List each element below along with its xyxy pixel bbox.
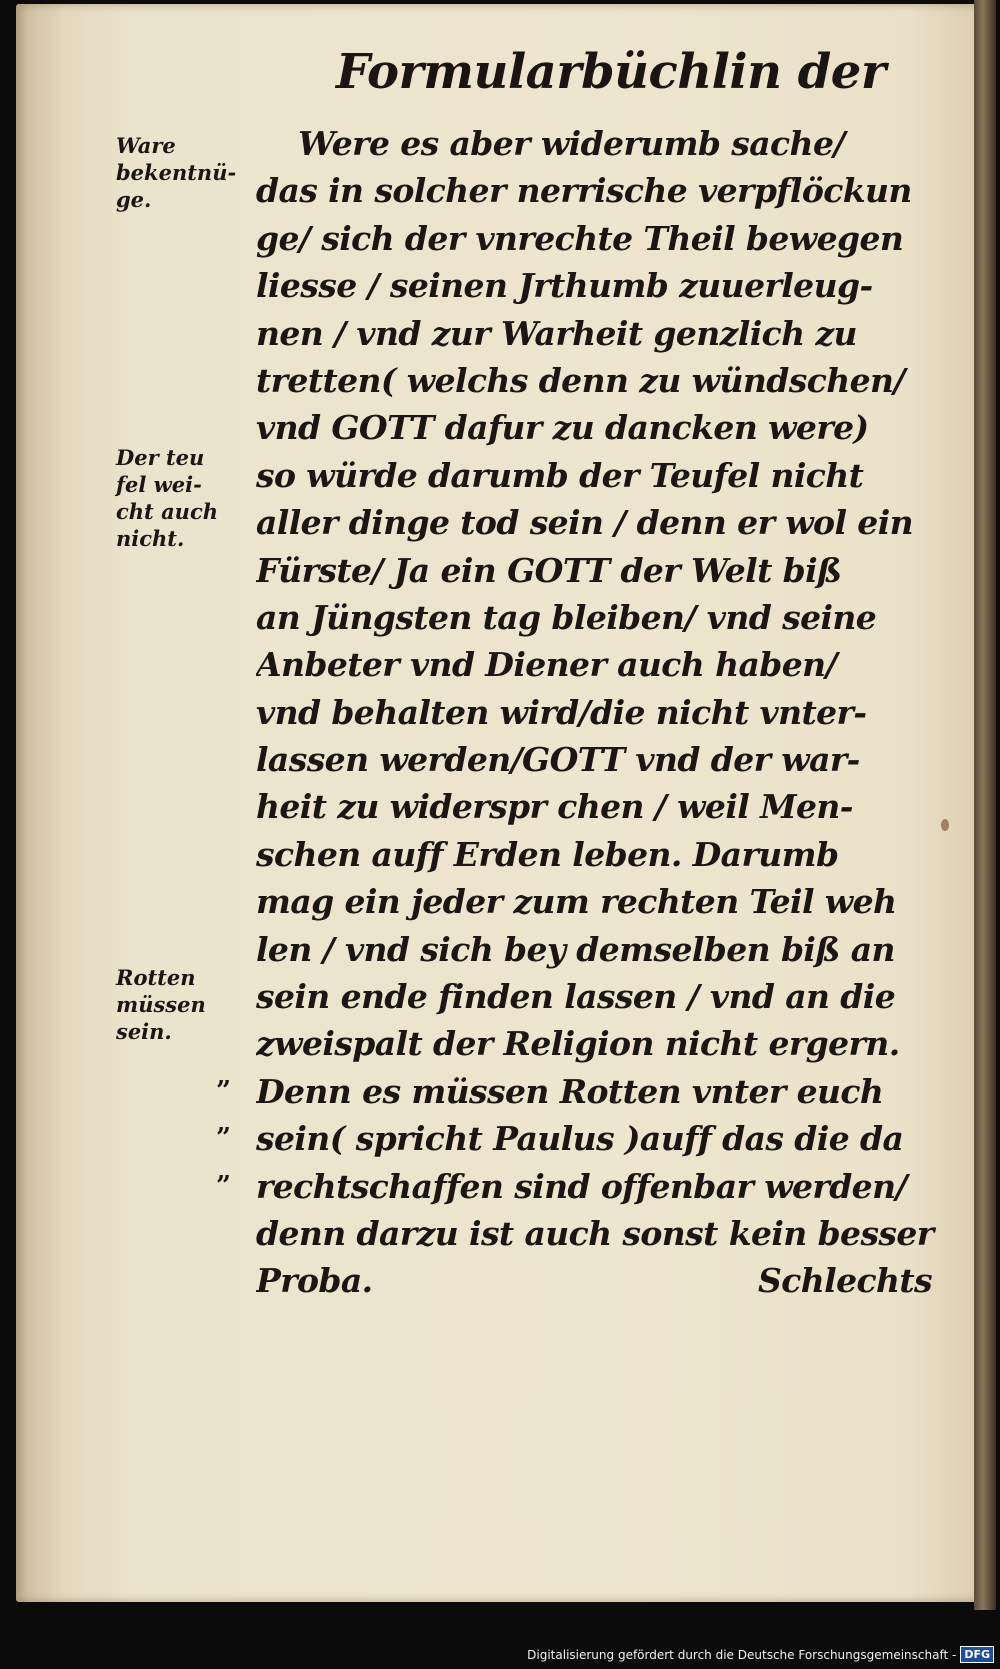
text-line: Were es aber widerumb sache/ <box>298 124 845 163</box>
body-text <box>256 120 946 1305</box>
margin-note-line: nicht. <box>116 526 185 551</box>
margin-note-line: ge. <box>116 187 152 212</box>
text-line: denn darzu ist auch sonst kein besser <box>256 1213 934 1253</box>
margin-note-1 <box>116 132 236 213</box>
text-line: mag ein jeder zum rechten Teil weh <box>256 882 897 922</box>
running-title: Formularbüchlin der <box>336 44 886 100</box>
margin-note-line: bekentnü- <box>116 160 237 185</box>
text-line-last <box>256 1257 946 1304</box>
margin-note-2 <box>116 444 236 552</box>
margin-note-line: sein. <box>116 1019 172 1044</box>
text-line: Fürste/ Ja ein GOTT der Welt biß <box>256 550 842 590</box>
text-line: aller dinge tod sein / denn er wol ein <box>256 503 914 543</box>
text-line: nen / vnd zur Warheit genzlich zu <box>256 313 857 353</box>
text-line: Denn es müssen Rotten vnter euch <box>256 1071 884 1111</box>
text-line: so würde darumb der Teufel nicht <box>256 455 864 495</box>
footer-credit-text: Digitalisierung gefördert durch die Deutsche Forschungsgemeinschaft - <box>527 1647 957 1662</box>
text-line: rechtschaffen sind offenbar werden/ <box>256 1166 907 1206</box>
text-line: sein ende finden lassen / vnd an die <box>256 977 896 1017</box>
text-line: tretten( welchs denn zu wündschen/ <box>256 360 905 400</box>
book-page <box>16 4 988 1602</box>
margin-note-line: fel wei- <box>116 472 202 497</box>
text-line: das in solcher nerrische verpflöckun <box>256 171 912 211</box>
text-line: liesse / seinen Jrthumb zuuerleug- <box>256 266 873 306</box>
margin-note-line: cht auch <box>116 499 218 524</box>
text-line: heit zu widerspr chen / weil Men- <box>256 787 853 827</box>
footer-credit <box>527 1646 994 1663</box>
margin-note-line: Ware <box>116 133 176 158</box>
last-line-text: Proba. <box>256 1261 373 1301</box>
catchword: Schlechts <box>758 1261 932 1301</box>
quote-mark: ” <box>216 1076 231 1106</box>
margin-note-line: Der teu <box>116 445 205 470</box>
text-line: lassen werden/GOTT vnd der war- <box>256 740 860 780</box>
dfg-logo-icon: DFG <box>960 1646 994 1663</box>
text-line: an Jüngsten tag bleiben/ vnd seine <box>256 597 877 637</box>
text-line: ge/ sich der vnrechte Theil bewegen <box>256 218 904 258</box>
quote-mark: ” <box>216 1123 231 1154</box>
margin-note-3 <box>116 964 236 1045</box>
text-line: vnd GOTT dafur zu dancken were) <box>256 408 869 448</box>
text-line: Anbeter vnd Diener auch haben/ <box>256 645 837 685</box>
text-line: schen auff Erden leben. Darumb <box>256 834 839 874</box>
text-line: sein( spricht Paulus )auff das die da <box>256 1119 904 1159</box>
margin-note-line: müssen <box>116 992 206 1017</box>
text-line: vnd behalten wird/die nicht vnter- <box>256 692 867 732</box>
text-line: len / vnd sich bey demselben biß an <box>256 929 895 969</box>
quotation-marks <box>216 1068 256 1210</box>
text-line: zweispalt der Religion nicht ergern. <box>256 1024 900 1064</box>
page-edge-shadow <box>974 0 996 1610</box>
quote-mark: ” <box>216 1170 231 1201</box>
margin-note-line: Rotten <box>116 965 196 990</box>
